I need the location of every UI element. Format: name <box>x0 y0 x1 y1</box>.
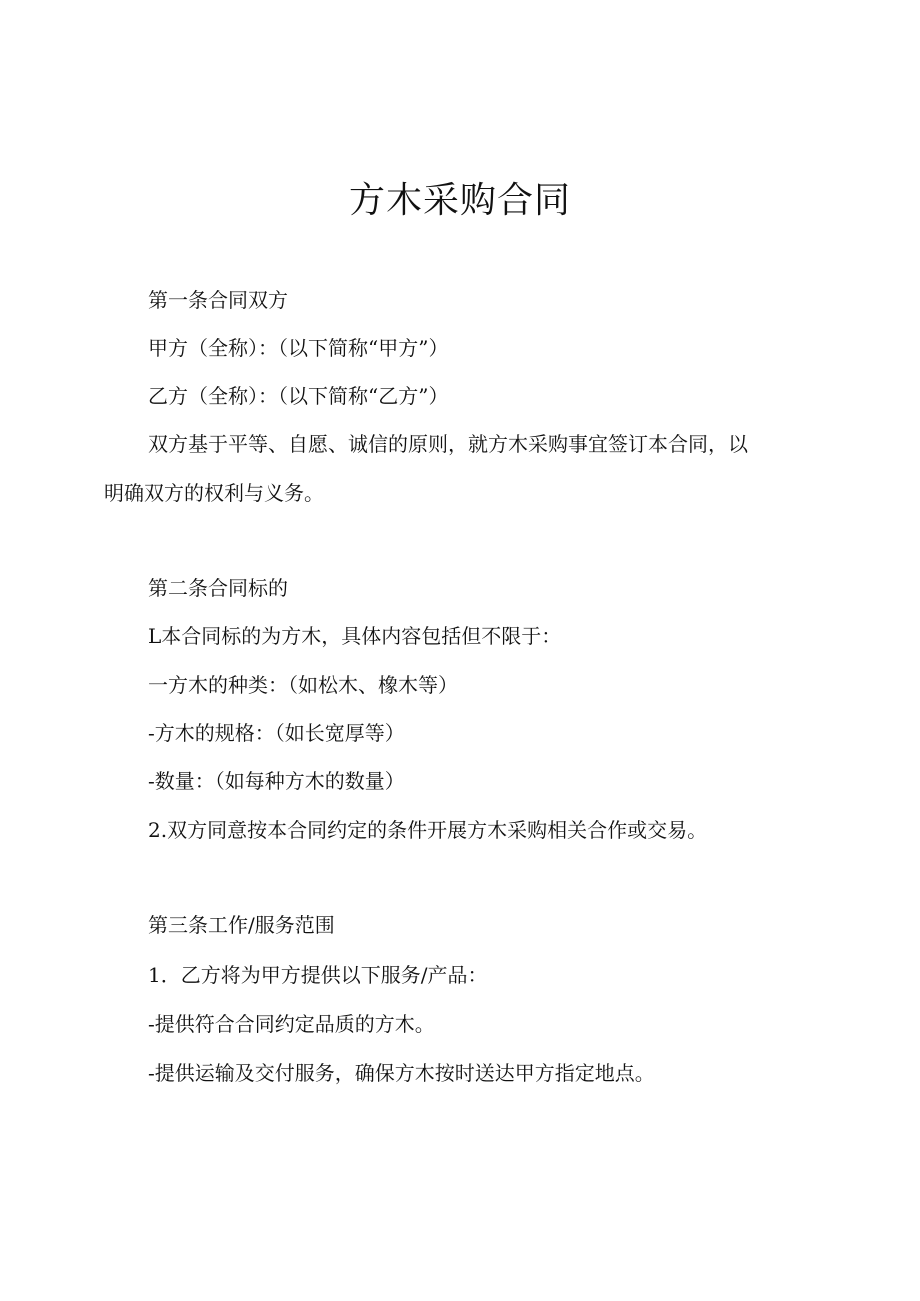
section-1-line-4: 明确双方的权利与义务。 <box>104 481 324 505</box>
section-2-line-2: 一方木的种类：（如松木、橡木等） <box>148 673 458 697</box>
section-2-heading: 第二条合同标的 <box>148 576 288 600</box>
section-2-line-5: 2.双方同意按本合同约定的条件开展方木采购相关合作或交易。 <box>148 818 708 842</box>
section-1-line-2: 乙方（全称）：（以下简称“乙方”） <box>148 384 449 408</box>
section-3-heading: 第三条工作/服务范围 <box>148 913 335 937</box>
section-3-line-2: -提供符合合同约定品质的方木。 <box>148 1012 435 1036</box>
section-2-line-3: -方木的规格：（如长宽厚等） <box>148 721 405 745</box>
section-1-heading: 第一条合同双方 <box>148 288 288 312</box>
section-3-line-3: -提供运输及交付服务，确保方木按时送达甲方指定地点。 <box>148 1061 655 1085</box>
section-2-line-1: L本合同标的为方木，具体内容包括但不限于： <box>148 624 562 648</box>
section-1-line-1: 甲方（全称）：（以下简称“甲方”） <box>148 336 449 360</box>
document-title: 方木采购合同 <box>348 180 571 221</box>
section-2-line-4: -数量：（如每种方木的数量） <box>148 769 405 793</box>
section-3-line-1: 1．乙方将为甲方提供以下服务/产品： <box>148 963 488 987</box>
section-1-line-3: 双方基于平等、自愿、诚信的原则，就方木采购事宜签订本合同，以 <box>148 432 748 456</box>
